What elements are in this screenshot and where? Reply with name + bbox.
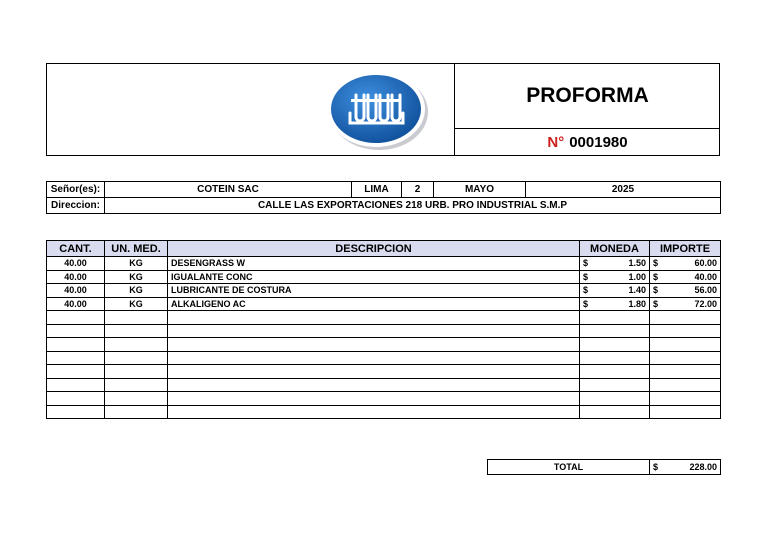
currency-symbol: $ [653,285,659,296]
item-amount [650,311,721,325]
item-unit [105,405,168,419]
item-amount-value: 72.00 [694,298,717,309]
total-value: 228.00 [689,462,717,472]
item-unit [105,392,168,406]
total-label: TOTAL [488,460,650,475]
item-unit: KG [105,284,168,298]
item-unit [105,365,168,379]
item-price [580,297,650,311]
item-row [47,324,721,338]
item-price [580,365,650,379]
item-unit [105,324,168,338]
client-name-label: Señor(es): [47,182,105,198]
item-qty [47,311,105,325]
item-row [47,338,721,352]
item-amount [650,270,721,284]
number-prefix: N° [547,133,565,151]
item-row [47,284,721,298]
currency-symbol: $ [653,298,659,309]
document-header [46,63,720,156]
item-unit: KG [105,297,168,311]
item-price [580,270,650,284]
item-price [580,338,650,352]
item-amount [650,324,721,338]
item-qty: 40.00 [47,257,105,271]
item-amount [650,378,721,392]
address: CALLE LAS EXPORTACIONES 218 URB. PRO INDUSTRIAL S.M.P [105,198,721,214]
item-unit [105,311,168,325]
items-table [46,240,721,419]
item-description: IGUALANTE CONC [168,270,580,284]
item-description: DESENGRASS W [168,257,580,271]
total-table [487,459,721,475]
item-description [168,378,580,392]
item-row [47,257,721,271]
item-qty [47,405,105,419]
item-price-value: 1.80 [628,298,646,309]
item-unit [105,351,168,365]
item-amount [650,297,721,311]
item-description [168,324,580,338]
item-amount [650,257,721,271]
qty-header: CANT. [47,241,105,257]
item-description [168,351,580,365]
amount-header: IMPORTE [650,241,721,257]
item-row [47,311,721,325]
item-amount-value: 56.00 [694,285,717,296]
document-number [455,129,720,155]
item-unit: KG [105,270,168,284]
currency-header: MONEDA [580,241,650,257]
description-header: DESCRIPCION [168,241,580,257]
total-row [488,460,721,475]
item-price [580,378,650,392]
document-title: PROFORMA [526,84,649,107]
item-description [168,405,580,419]
item-qty [47,378,105,392]
item-description [168,338,580,352]
client-info-table [46,181,721,214]
currency-symbol: $ [583,285,589,296]
items-header-row [47,241,721,257]
item-amount [650,392,721,406]
item-amount-value: 40.00 [694,271,717,282]
item-row [47,392,721,406]
item-description [168,311,580,325]
day: 2 [402,182,434,198]
item-row [47,351,721,365]
item-unit: KG [105,257,168,271]
item-price [580,392,650,406]
currency-symbol: $ [583,258,589,269]
month: MAYO [434,182,526,198]
item-price [580,351,650,365]
item-description: ALKALIGENO AC [168,297,580,311]
item-price [580,405,650,419]
item-price [580,284,650,298]
client-row [47,182,721,198]
item-amount [650,338,721,352]
item-row [47,297,721,311]
item-qty [47,338,105,352]
item-amount [650,351,721,365]
total-amount [650,460,721,475]
item-price [580,311,650,325]
item-price [580,324,650,338]
item-price-value: 1.40 [628,285,646,296]
client-name: COTEIN SAC [105,182,352,198]
item-qty: 40.00 [47,297,105,311]
currency-symbol: $ [583,271,589,282]
laboratory-tubes-icon [325,67,429,153]
item-qty [47,351,105,365]
item-price [580,257,650,271]
item-row [47,365,721,379]
item-unit [105,338,168,352]
item-amount [650,405,721,419]
city: LIMA [352,182,402,198]
item-qty [47,392,105,406]
item-description [168,365,580,379]
item-qty [47,324,105,338]
number-value: 0001980 [569,133,628,151]
item-row [47,405,721,419]
currency-symbol: $ [653,271,659,282]
item-row [47,270,721,284]
item-amount-value: 60.00 [694,258,717,269]
item-amount [650,284,721,298]
item-amount [650,365,721,379]
item-price-value: 1.50 [628,258,646,269]
item-description: LUBRICANTE DE COSTURA [168,284,580,298]
currency-symbol: $ [583,298,589,309]
unit-header: UN. MED. [105,241,168,257]
item-unit [105,378,168,392]
item-description [168,392,580,406]
item-price-value: 1.00 [628,271,646,282]
item-qty: 40.00 [47,270,105,284]
year: 2025 [526,182,721,198]
currency-symbol: $ [653,258,659,269]
address-row [47,198,721,214]
total-symbol: $ [653,462,659,472]
item-qty [47,365,105,379]
address-label: Direccion: [47,198,105,214]
item-qty: 40.00 [47,284,105,298]
item-row [47,378,721,392]
